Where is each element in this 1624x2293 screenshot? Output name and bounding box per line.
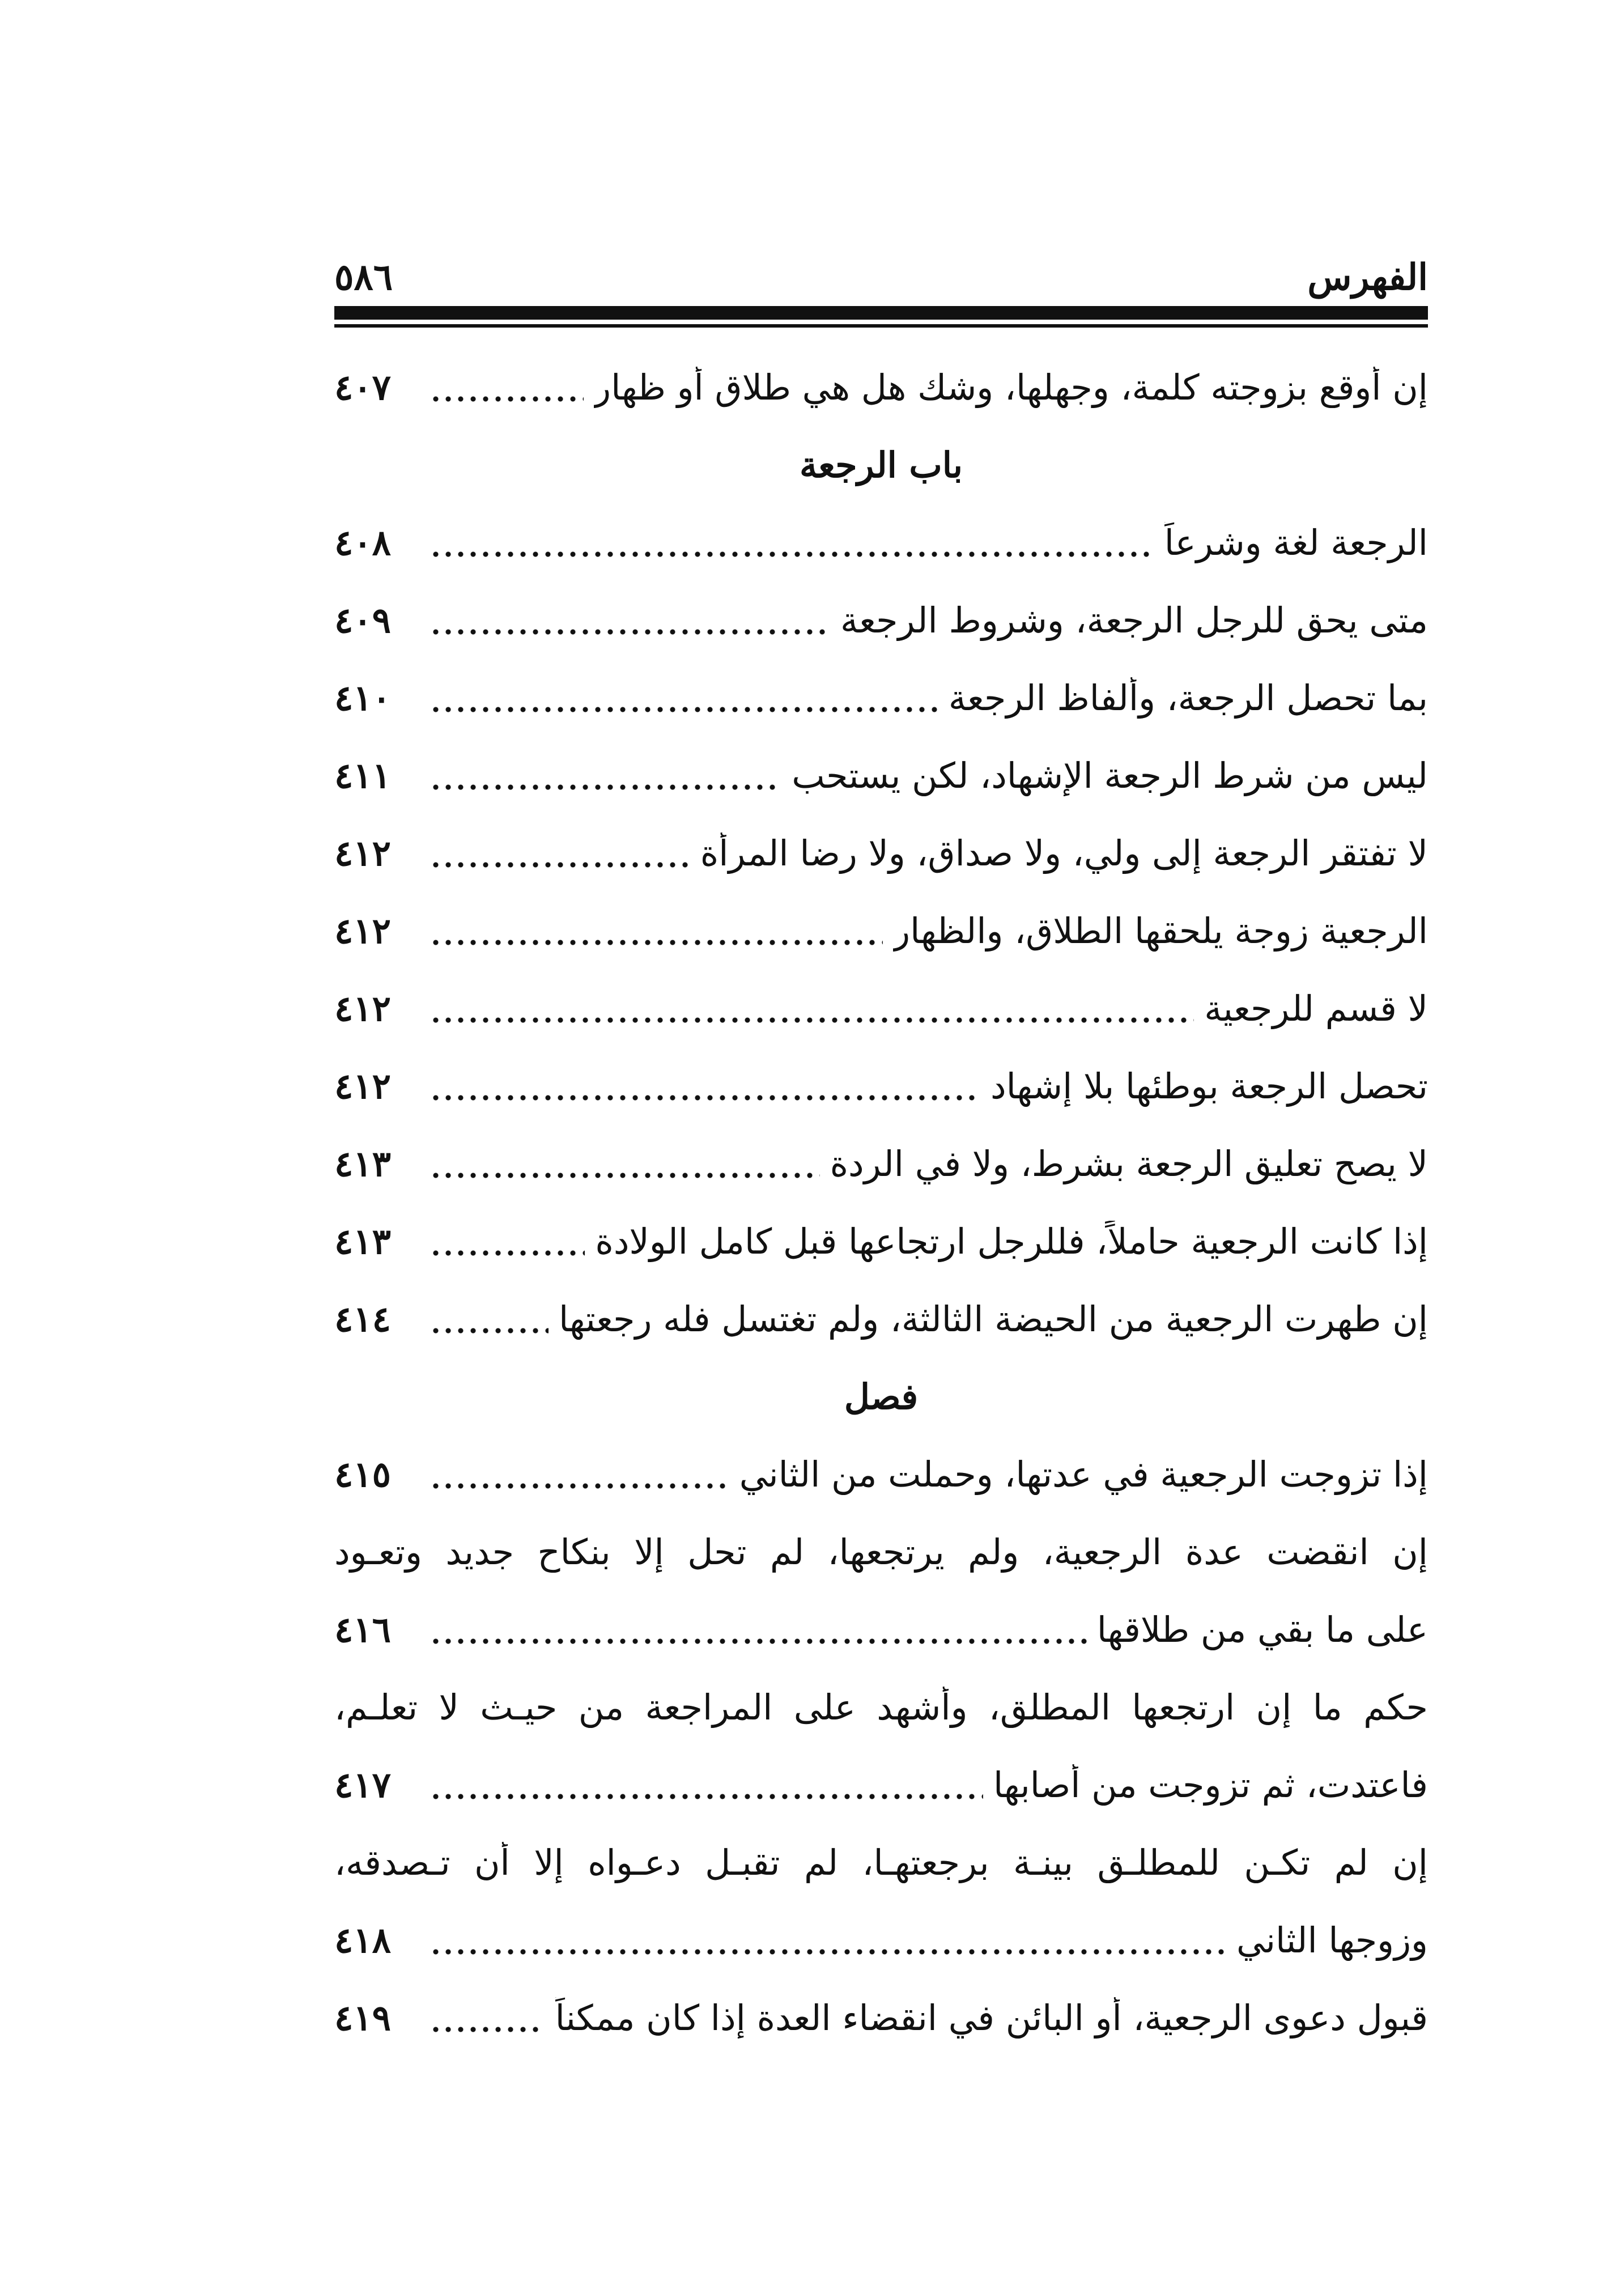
entry-text: متى يحق للرجل الرجعة، وشروط الرجعة bbox=[840, 600, 1428, 641]
entry-text: الرجعة لغة وشرعاً bbox=[1164, 522, 1428, 563]
entry-page-number: ٤١٦ bbox=[334, 1609, 391, 1650]
entry-text: إن لم تكـن للمطلـق بينـة برجعتهـا، لم تقبـل دعـواه إلا أن تـصدقه، bbox=[334, 1842, 1428, 1883]
leader-dots bbox=[430, 525, 1154, 560]
leader-dots bbox=[430, 681, 938, 716]
entry-text: لا تفتقر الرجعة إلى ولي، ولا صداق، ولا رضا المرأة bbox=[700, 833, 1428, 874]
index-entry bbox=[334, 1436, 1428, 1513]
entry-text: الرجعية زوجة يلحقها الطلاق، والظهار bbox=[893, 910, 1428, 952]
entry-text: على ما بقي من طلاقها bbox=[1096, 1609, 1428, 1650]
entry-page-number: ٤١٢ bbox=[334, 988, 391, 1029]
entry-page-number: ٤١٤ bbox=[334, 1298, 391, 1340]
leader-dots bbox=[430, 603, 830, 638]
section-heading-text: فصل bbox=[844, 1376, 919, 1417]
section-heading-text: باب الرجعة bbox=[800, 444, 963, 486]
leader-dots bbox=[430, 914, 883, 949]
entry-page-number: ٤١٠ bbox=[334, 677, 391, 719]
index-entry bbox=[334, 349, 1428, 426]
entry-text: لا قسم للرجعية bbox=[1204, 988, 1428, 1029]
entry-page-number: ٤١٣ bbox=[334, 1143, 391, 1184]
entry-page-number: ٤١٩ bbox=[334, 1997, 391, 2039]
leader-dots bbox=[430, 1768, 983, 1803]
entry-text: إن طهرت الرجعية من الحيضة الثالثة، ولم تغتسل فله رجعتها bbox=[559, 1298, 1428, 1340]
entry-text: إن أوقع بزوجته كلمة، وجهلها، وشك هل هي طلاق أو ظهار bbox=[594, 367, 1428, 408]
page-header bbox=[334, 249, 1428, 306]
index-entry-continued bbox=[334, 1824, 1428, 1901]
entry-text: فاعتدت، ثم تزوجت من أصابها bbox=[993, 1764, 1428, 1806]
section-heading bbox=[334, 426, 1428, 504]
index-entry bbox=[334, 814, 1428, 892]
page-title: الفهرس bbox=[1307, 256, 1428, 299]
leader-dots bbox=[430, 758, 781, 793]
index-entry bbox=[334, 970, 1428, 1047]
page-number: ٥٨٦ bbox=[334, 256, 393, 299]
entry-text: وزوجها الثاني bbox=[1236, 1920, 1428, 1961]
entry-text: بما تحصل الرجعة، وألفاظ الرجعة bbox=[948, 677, 1428, 719]
entry-page-number: ٤١٢ bbox=[334, 910, 391, 952]
leader-dots bbox=[430, 1302, 549, 1337]
leader-dots bbox=[430, 1224, 585, 1259]
entry-text: إذا تزوجت الرجعية في عدتها، وحملت من الثاني bbox=[739, 1454, 1428, 1495]
entry-page-number: ٤١٥ bbox=[334, 1454, 391, 1495]
entry-page-number: ٤١٢ bbox=[334, 1065, 391, 1107]
index-entry bbox=[334, 1901, 1428, 1979]
index-entry bbox=[334, 1979, 1428, 2057]
leader-dots bbox=[430, 991, 1194, 1026]
entry-page-number: ٤٠٨ bbox=[334, 522, 391, 563]
header-rule-thin bbox=[334, 324, 1428, 328]
index-entry bbox=[334, 1047, 1428, 1125]
leader-dots bbox=[430, 1457, 729, 1492]
entry-text: إن انقضت عدة الرجعية، ولم يرتجعها، لم تحل إلا بنكاح جديد وتعـود bbox=[334, 1531, 1428, 1573]
entry-text: ليس من شرط الرجعة الإشهاد، لكن يستحب bbox=[792, 755, 1428, 796]
index-entry bbox=[334, 1203, 1428, 1280]
leader-dots bbox=[430, 1612, 1087, 1647]
index-entry bbox=[334, 737, 1428, 814]
index-entries bbox=[334, 349, 1428, 2057]
entry-page-number: ٤١١ bbox=[334, 755, 391, 796]
index-entry bbox=[334, 892, 1428, 970]
index-entry-continued bbox=[334, 1513, 1428, 1591]
entry-page-number: ٤١٣ bbox=[334, 1221, 391, 1262]
leader-dots bbox=[430, 1923, 1226, 1958]
entry-text: لا يصح تعليق الرجعة بشرط، ولا في الردة bbox=[830, 1143, 1428, 1184]
index-entry-continued bbox=[334, 1668, 1428, 1746]
leader-dots bbox=[430, 836, 690, 871]
entry-text: حكم ما إن ارتجعها المطلق، وأشهد على المراجعة من حيـث لا تعلـم، bbox=[334, 1687, 1428, 1728]
entry-page-number: ٤٠٩ bbox=[334, 600, 391, 641]
index-entry bbox=[334, 581, 1428, 659]
index-page bbox=[334, 227, 1428, 2097]
index-entry bbox=[334, 1125, 1428, 1203]
index-entry bbox=[334, 1591, 1428, 1668]
leader-dots bbox=[430, 2001, 545, 2036]
leader-dots bbox=[430, 370, 584, 405]
entry-text: إذا كانت الرجعية حاملاً، فللرجل ارتجاعها قبل كامل الولادة bbox=[595, 1221, 1428, 1262]
entry-page-number: ٤١٧ bbox=[334, 1764, 391, 1806]
section-heading bbox=[334, 1358, 1428, 1436]
leader-dots bbox=[430, 1069, 980, 1104]
entry-page-number: ٤٠٧ bbox=[334, 367, 391, 408]
index-entry bbox=[334, 504, 1428, 581]
index-entry bbox=[334, 1280, 1428, 1358]
entry-page-number: ٤١٢ bbox=[334, 833, 391, 874]
leader-dots bbox=[430, 1146, 820, 1182]
entry-page-number: ٤١٨ bbox=[334, 1920, 391, 1961]
header-rule-thick bbox=[334, 306, 1428, 320]
index-entry bbox=[334, 1746, 1428, 1824]
entry-text: تحصل الرجعة بوطئها بلا إشهاد bbox=[990, 1065, 1428, 1107]
entry-text: قبول دعوى الرجعية، أو البائن في انقضاء العدة إذا كان ممكناً bbox=[555, 1997, 1428, 2039]
index-entry bbox=[334, 659, 1428, 737]
